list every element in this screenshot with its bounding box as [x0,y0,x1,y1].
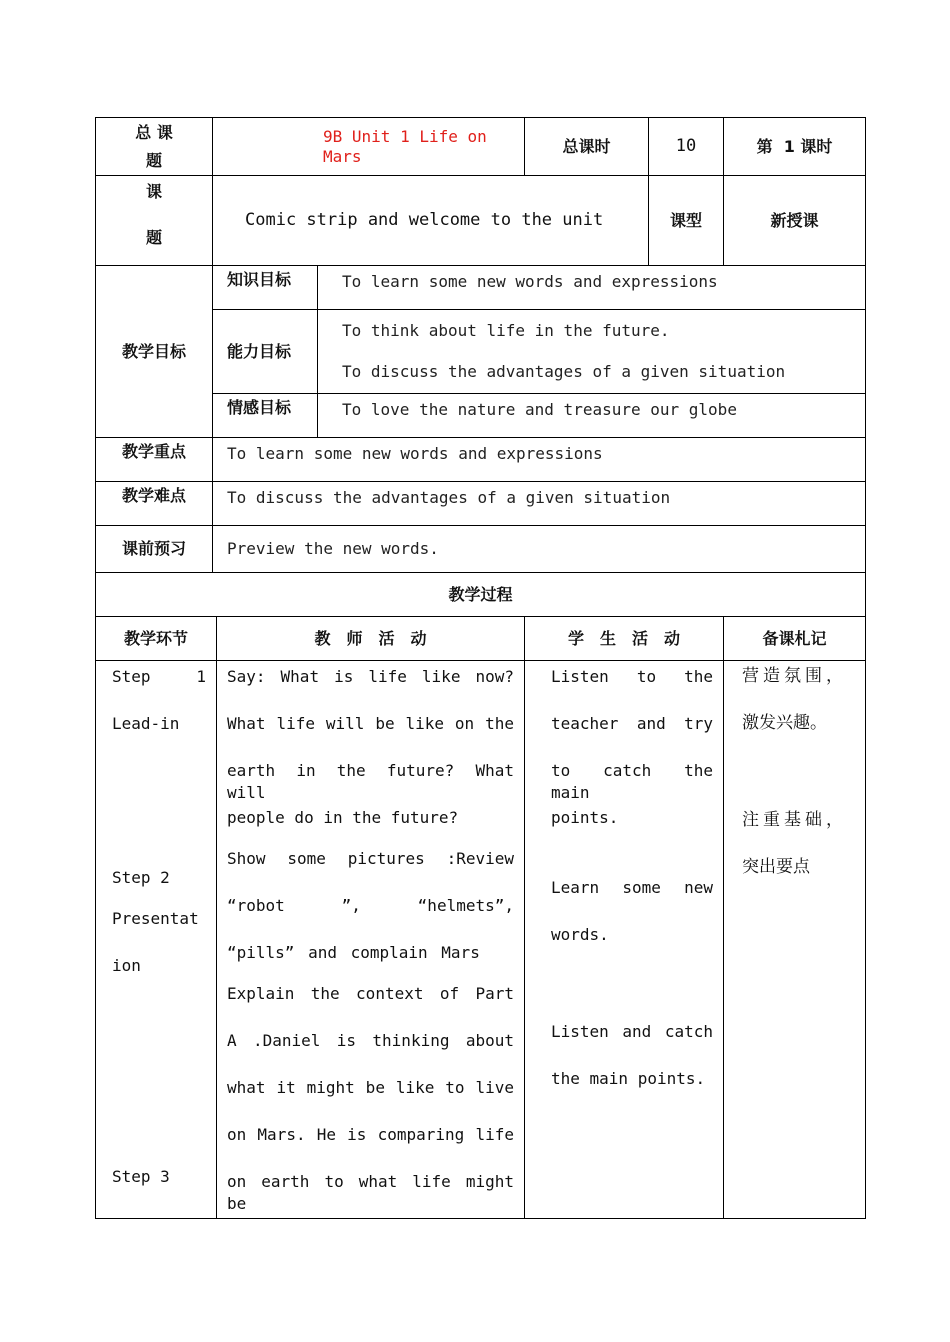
teacher-line: Say: What is life like now? [227,667,514,686]
student-line: words. [551,925,609,944]
step-3: Step 3 [112,1167,170,1186]
lesson-plan-table [95,117,866,1219]
note-line: 激发兴趣。 [742,713,827,733]
knowledge-objective-label: 知识目标 [213,266,318,310]
step-2-name-part2: ion [112,956,141,975]
note-line: 营造氛围， [742,666,847,686]
process-title: 教学过程 [96,573,866,617]
col-teacher-header: 教 师 活 动 [217,617,525,661]
lesson-type-label: 课型 [649,176,724,266]
steps-cell [96,661,217,1219]
student-line: to catch the main [551,761,713,802]
step-2-name-part1: Presentat [112,909,199,928]
student-activity-cell [525,661,724,1219]
teacher-line: on earth to what life might be [227,1172,514,1213]
ability-objective-value [318,310,866,394]
student-line: points. [551,808,619,827]
col-student-header: 学 生 活 动 [525,617,724,661]
key-point-value: To learn some new words and expressions [213,438,866,482]
step-1-name: Lead-in [112,714,180,733]
teacher-line: “robot ”, “helmets”, [227,896,514,915]
topic-label-line2: 题 [145,228,162,247]
total-topic-label [96,118,213,176]
teacher-line: on Mars. He is comparing life [227,1125,514,1144]
knowledge-objective-value: To learn some new words and expressions [318,266,866,310]
student-line: Listen and catch [551,1022,713,1041]
difficulty-row [96,482,866,526]
process-body-row [96,661,866,1219]
teacher-line: A .Daniel is thinking about [227,1031,514,1050]
note-line: 注重基础， [742,810,847,830]
header-row [96,118,866,176]
difficulty-value: To discuss the advantages of a given situation [213,482,866,526]
objectives-label: 教学目标 [96,266,213,438]
col-notes-header: 备课札记 [724,617,866,661]
topic-label-line1: 课 [145,182,162,201]
total-hours-value: 10 [649,118,724,176]
teacher-line: what it might be like to live [227,1078,514,1097]
teacher-line: people do in the future? [227,808,459,827]
process-title-row [96,573,866,617]
lesson-type-value: 新授课 [724,176,866,266]
teacher-line: earth in the future? What will [227,761,514,802]
student-line: teacher and try [551,714,713,733]
ability-objective-line2: To discuss the advantages of a given situation [342,362,786,381]
ability-objective-label: 能力目标 [213,310,318,394]
student-line: the main points. [551,1069,706,1088]
topic-row [96,176,866,266]
topic-label [96,176,213,266]
preview-row [96,526,866,573]
preview-value: Preview the new words. [213,526,866,573]
note-line: 突出要点 [742,857,810,877]
preview-label: 课前预习 [96,526,213,573]
step-1: Step 1 [112,667,206,686]
teacher-line: What life will be like on the [227,714,514,733]
topic-value: Comic strip and welcome to the unit [213,176,649,266]
lesson-number: 第 1 课时 [724,118,866,176]
total-topic-label-line2: 题 [145,150,162,170]
emotion-objective-label: 情感目标 [213,394,318,438]
step-2: Step 2 [112,868,170,887]
student-line: Learn some new [551,878,713,897]
key-point-label: 教学重点 [96,438,213,482]
teacher-line: “pills” and complain Mars [227,943,480,962]
teacher-activity-cell [217,661,525,1219]
notes-cell [724,661,866,1219]
col-step-header: 教学环节 [96,617,217,661]
ability-objective-line1: To think about life in the future. [342,321,670,340]
key-point-row [96,438,866,482]
teacher-line: Explain the context of Part [227,984,514,1003]
student-line: Listen to the [551,667,713,686]
difficulty-label: 教学难点 [96,482,213,526]
knowledge-objective-row [96,266,866,310]
total-hours-label: 总课时 [525,118,649,176]
total-topic-label-line1: 总 课 [135,122,173,142]
unit-title: 9B Unit 1 Life on Mars [213,118,525,176]
emotion-objective-value: To love the nature and treasure our globe [318,394,866,438]
teacher-line: Show some pictures :Review [227,849,514,868]
